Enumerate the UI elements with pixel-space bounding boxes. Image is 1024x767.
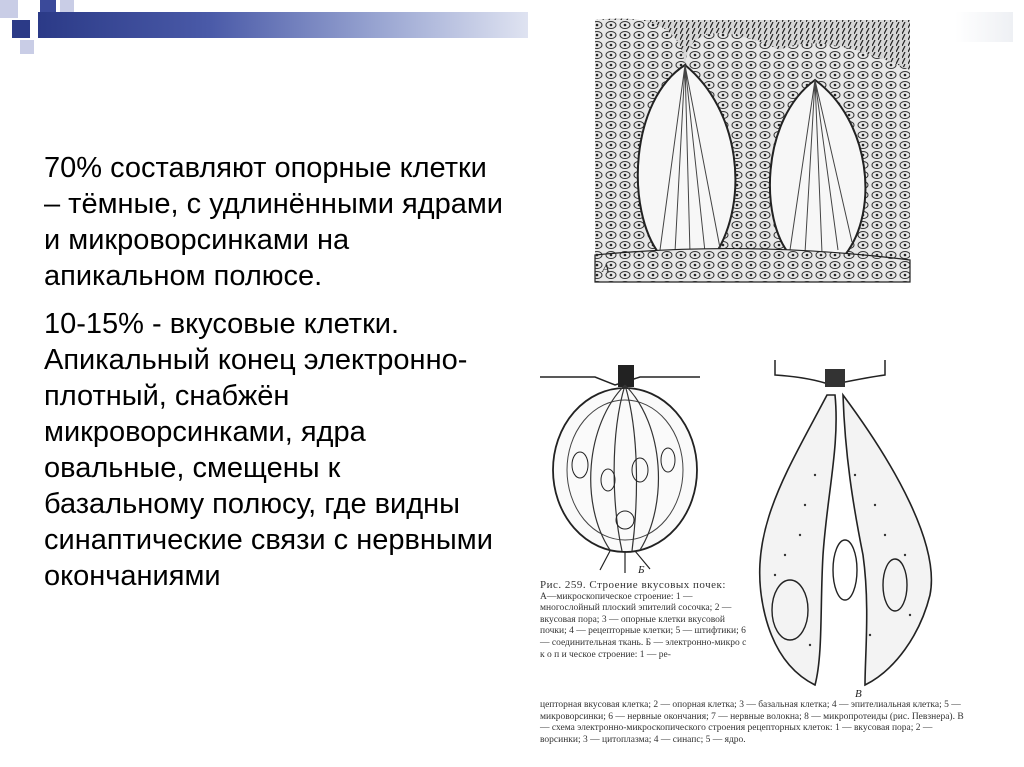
deco-square <box>0 0 18 18</box>
figure-label-v: В <box>855 688 862 700</box>
paragraph-taste-cells: 10-15% - вкусовые клетки. Апикальный конец электронно-плотный, снабжён микроворсинками, ядра овальные, смещены к базальному полюсу, где видны синаптические связи с нервными окончаниями <box>44 308 493 592</box>
paragraph-support-cells: 70% составляют опорные клетки – тёмные, с удлинёнными ядрами и микроворсинками на апикальном полюсе. <box>44 152 504 292</box>
figure-label-b: Б <box>638 564 645 576</box>
deco-square <box>12 20 30 38</box>
deco-square <box>20 40 34 54</box>
figure-b-electron <box>540 355 700 580</box>
figure-a-histology <box>590 10 915 295</box>
figure-label-a: А <box>602 261 610 275</box>
figure-caption-bottom: цепторная вкусовая клетка; 2 — опорная клетка; 3 — базальная клетка; 4 — эпителиальная клетка; 5 — микроворсинки; 6 — нервные окончания; 7 — нервные волокна; 8 — микропротеиды (рис. Певзнера). В — схема электронно-микроскопического строения рецепторных клеток: 1 — вкусовая пора; 2 — ворсинки; 3 — цитоплазма; 4 — синапс; 5 — ядро. <box>540 700 964 745</box>
title-bar-decoration <box>38 12 528 38</box>
figure-caption-text: А—микроскопическое строение: 1 — многослойный плоский эпителий сосочка; 2 — вкусовая пора; 3 — опорные клетки вкусовой почки; 4 — рецепторные клетки; 5 — штифтики; 6 — соединительная ткань. Б — электронно-микро с к о п и ческое строение: 1 — ре- <box>540 591 747 660</box>
deco-square <box>60 0 74 12</box>
figure-caption <box>540 580 750 661</box>
slide-body <box>44 150 504 606</box>
figure-v-receptor-cells <box>745 355 955 700</box>
corner-decoration <box>955 12 1013 42</box>
figure-caption-title: Рис. 259. Строение вкусовых почек: <box>540 579 726 591</box>
